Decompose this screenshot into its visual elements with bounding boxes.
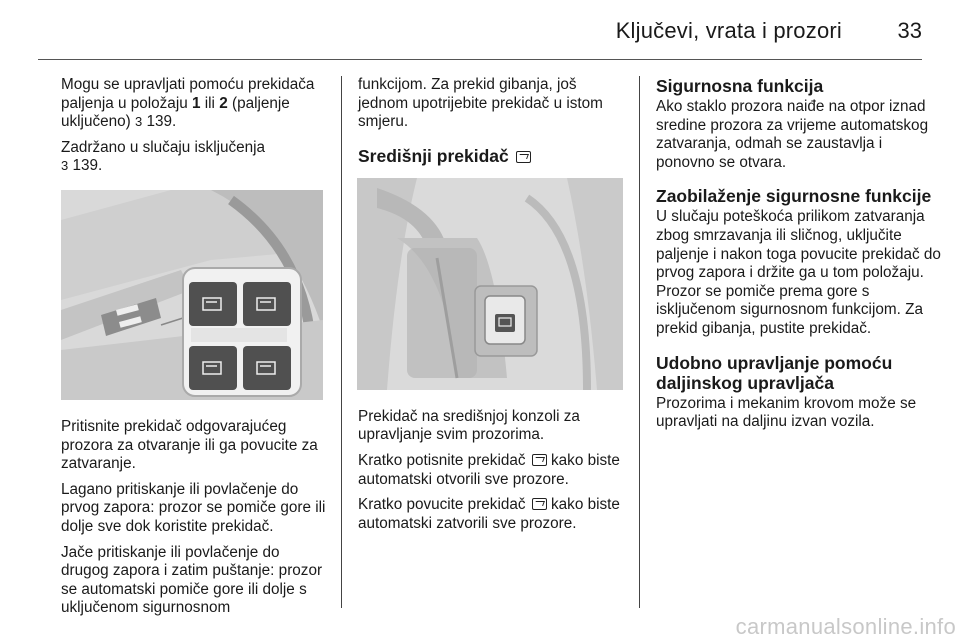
central-console-switch-illustration: [357, 178, 623, 390]
reference-arrow-icon: 3: [134, 114, 143, 130]
paragraph-continued: funkcijom. Za prekid gibanja, još jednom upotrijebite prekidač u istom smjeru.: [358, 76, 603, 131]
page-title: Ključevi, vrata i prozori: [615, 18, 842, 43]
console-image: [357, 178, 623, 390]
column-2: [358, 76, 628, 540]
page-reference: 139.: [146, 113, 177, 131]
page-header: [0, 0, 960, 60]
column-divider-2: [639, 76, 640, 608]
door-window-switch-illustration: [61, 190, 323, 400]
door-panel-image: [61, 190, 323, 400]
paragraph-remote: Prozorima i mekanim krovom može se upravljati na daljinu izvan vozila.: [656, 394, 917, 431]
page-reference: 139.: [72, 157, 103, 175]
page-number: 33: [897, 18, 922, 43]
heading-safety-function: Sigurnosna funkcija: [656, 76, 824, 96]
paragraph-ignition: Mogu se upravljati pomoću prekidača paljenja u položaju 1 ili 2 (paljenje uključeno) 3 139.: [61, 76, 315, 131]
header-divider: [38, 59, 922, 60]
paragraph-second-detent: Jače pritiskanje ili povlačenje do drugog zapora i zatim puštanje: prozor se automatski pomiče gore ili dolje s uključenom sigurnosnom: [61, 543, 323, 617]
paragraph-retained: Zadržano u slučaju isključenja 3 139.: [61, 138, 266, 175]
paragraph-open-all: Kratko potisnite prekidač kako biste automatski otvorili sve prozore.: [358, 451, 620, 488]
column-3: [656, 76, 941, 439]
window-switch-icon: [532, 454, 547, 466]
paragraph-close-all: Kratko povucite prekidač kako biste automatski zatvorili sve prozore.: [358, 496, 620, 532]
column-divider-1: [341, 76, 342, 608]
column-1: [61, 76, 329, 625]
window-switch-icon: [532, 498, 547, 510]
paragraph-safety: Ako staklo prozora naiđe na otpor iznad sredine prozora za vrijeme automatskog zatvaranja, odmah se zaustavlja i ponovno se otvara.: [656, 98, 929, 171]
window-switch-icon: [516, 151, 531, 163]
paragraph-override: U slučaju poteškoća prilikom zatvaranja zbog smrzavanja ili sličnog, uključite paljenje i nakon toga povucite prekidač do prvog zapora i držite ga u tom položaju. Prozor se pomiče prema gore s isključenom sigurnosnom funkcijom. Za prekid gibanja, pustite prekidač.: [656, 208, 941, 337]
heading-override: Zaobilaženje sigurnosne funkcije: [656, 186, 932, 207]
heading-central-switch: Središnji prekidač: [358, 146, 628, 166]
watermark: carmanualsonline.info: [735, 614, 956, 639]
reference-arrow-icon: 3: [61, 158, 69, 174]
heading-remote-control: Udobno upravljanje pomoću daljinskog upravljača: [656, 352, 893, 393]
paragraph-console-switch: Prekidač na središnjoj konzoli za upravljanje svim prozorima.: [358, 407, 580, 444]
paragraph-first-detent: Lagano pritiskanje ili povlačenje do prvog zapora: prozor se pomiče gore ili dolje sve dok koristite prekidač.: [61, 480, 326, 535]
paragraph-press-pull: Pritisnite prekidač odgovarajućeg prozora za otvaranje ili ga povucite za zatvaranje.: [61, 417, 318, 473]
